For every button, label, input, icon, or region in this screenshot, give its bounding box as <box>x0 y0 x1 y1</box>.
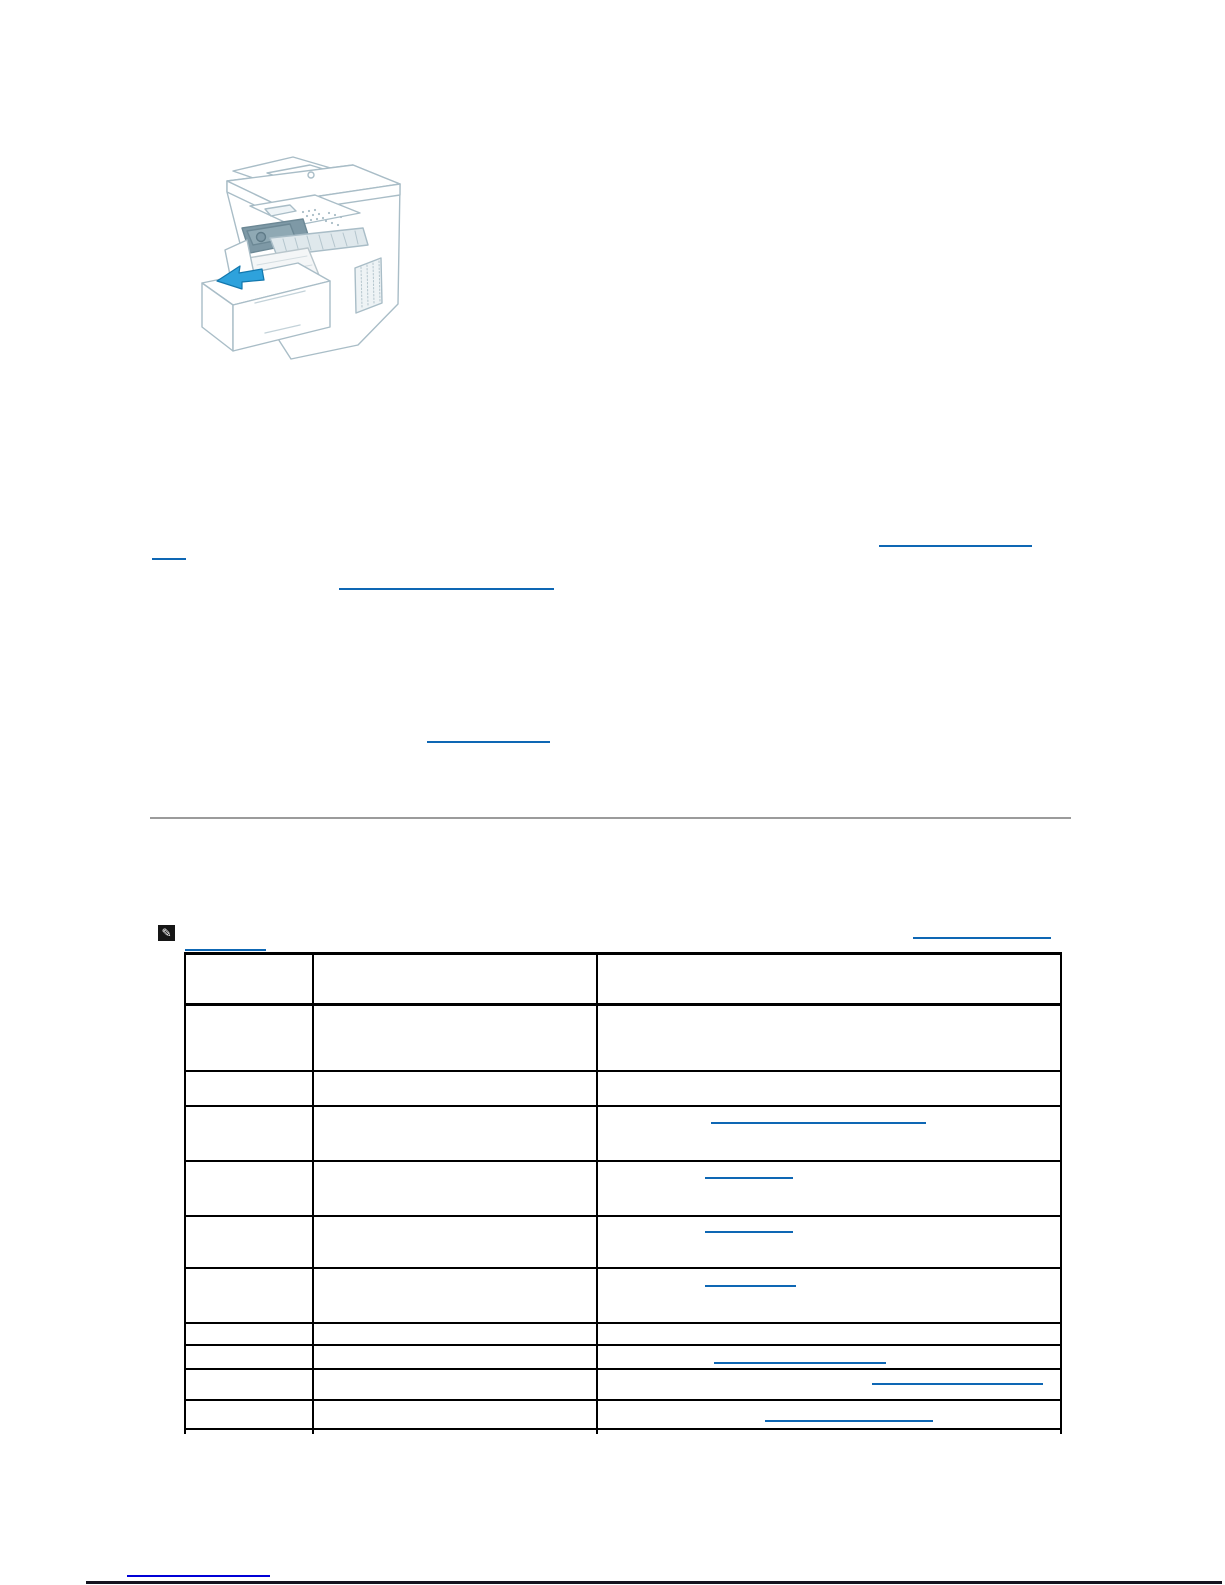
table-vertical-line-0 <box>184 952 186 1434</box>
table-link-row4[interactable] <box>711 1122 926 1124</box>
table-row-boundary-7 <box>184 1322 1062 1324</box>
note-icon-glyph: ✎ <box>161 926 172 940</box>
table-link-row6[interactable] <box>705 1231 793 1233</box>
table-link-row9[interactable] <box>714 1362 886 1364</box>
printer-illustration-svg <box>195 153 405 365</box>
table-row-boundary-0 <box>184 952 1062 955</box>
table-row-boundary-6 <box>184 1267 1062 1269</box>
table-row-boundary-1 <box>184 1003 1062 1006</box>
link-underline-back-to-contents[interactable] <box>127 1575 270 1577</box>
table-row-boundary-5 <box>184 1215 1062 1217</box>
link-underline-para3[interactable] <box>427 741 550 743</box>
printer-side-vent <box>355 258 382 313</box>
table-link-row10[interactable] <box>872 1383 1043 1385</box>
link-underline-para1-line2[interactable] <box>152 558 186 560</box>
table-vertical-line-2 <box>596 952 598 1434</box>
table-row-boundary-9 <box>184 1368 1062 1370</box>
table-row-boundary-4 <box>184 1160 1062 1162</box>
link-underline-note-line2[interactable] <box>185 949 266 951</box>
link-underline-note-line1[interactable] <box>913 937 1051 939</box>
table-link-row5[interactable] <box>705 1177 793 1179</box>
table-vertical-line-3 <box>1060 952 1062 1434</box>
page-bottom-rule <box>86 1581 1222 1584</box>
table-vertical-line-1 <box>312 952 314 1434</box>
link-underline-para1-line1[interactable] <box>879 545 1032 547</box>
table-row-boundary-3 <box>184 1105 1062 1107</box>
table-row-boundary-11 <box>184 1428 1062 1430</box>
table-row-boundary-10 <box>184 1399 1062 1401</box>
section-divider <box>150 817 1071 819</box>
table-row-boundary-2 <box>184 1070 1062 1072</box>
table-row-boundary-8 <box>184 1344 1062 1346</box>
link-underline-para2[interactable] <box>339 588 554 590</box>
note-icon <box>158 925 175 941</box>
table-link-row11[interactable] <box>765 1420 933 1422</box>
table-link-row7[interactable] <box>705 1285 796 1287</box>
printer-paper-jam-illustration <box>195 153 405 365</box>
